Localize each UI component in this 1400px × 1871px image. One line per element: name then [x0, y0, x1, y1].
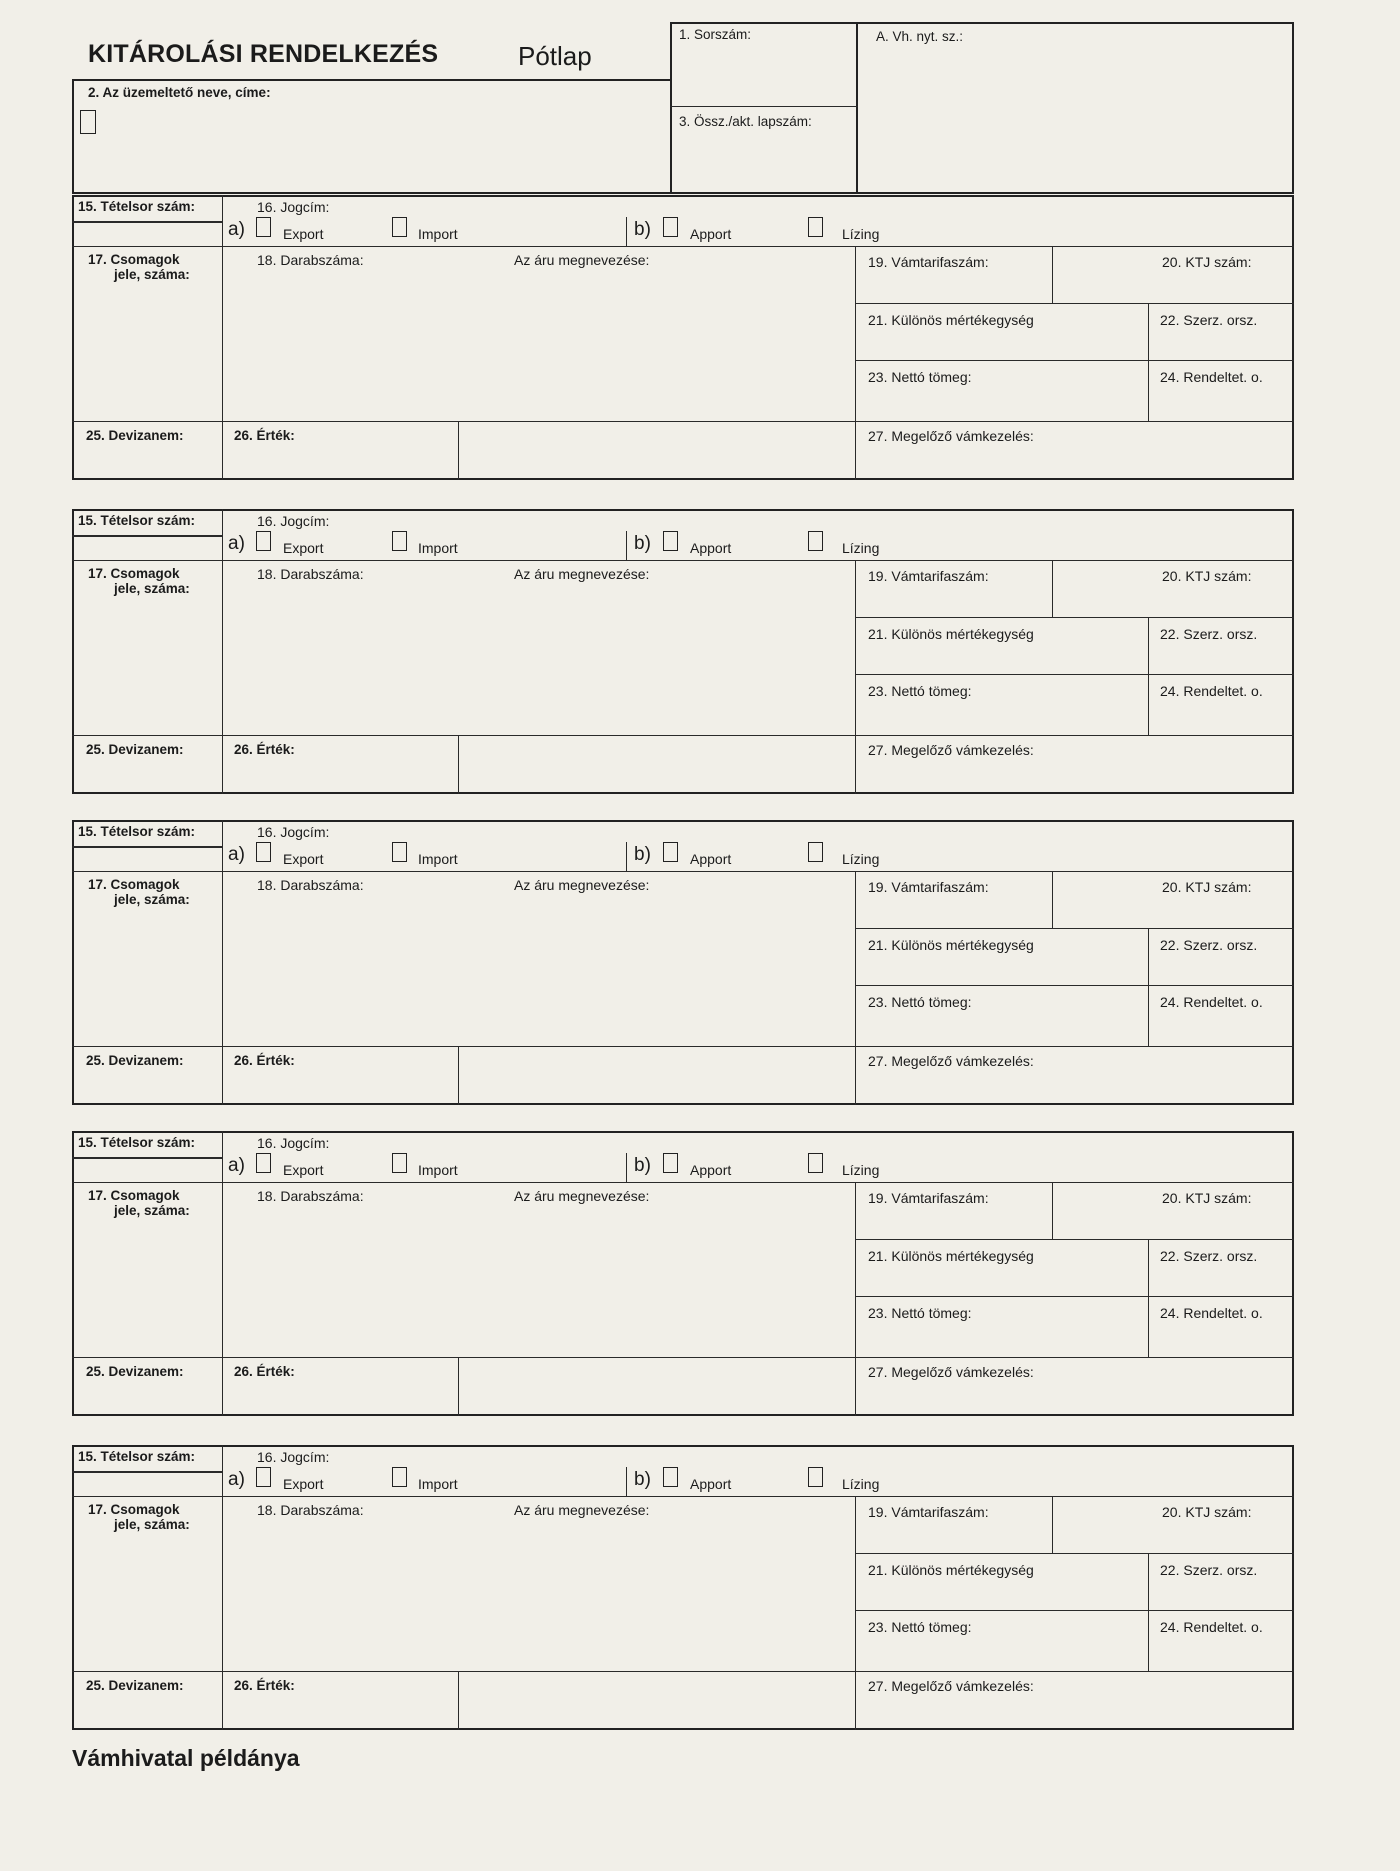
prior-customs-label: 27. Megelőző vámkezelés: — [868, 742, 1034, 758]
office-number-label: A. Vh. nyt. sz.: — [876, 29, 964, 44]
tariff-number-label: 19. Vámtarifaszám: — [868, 1504, 989, 1520]
import-label: Import — [418, 1162, 458, 1178]
item-number-label: 15. Tételsor szám: — [78, 1449, 196, 1464]
form-header — [0, 0, 1400, 200]
destination-label: 24. Rendeltet. o. — [1160, 683, 1263, 699]
packages-label-line1: 17. Csomagok — [88, 877, 180, 892]
ktj-number-label: 20. KTJ szám: — [1162, 1190, 1252, 1206]
import-checkbox[interactable] — [392, 842, 407, 862]
option-b-label: b) — [634, 219, 651, 240]
legal-basis-label: 16. Jogcím: — [257, 199, 330, 215]
export-label: Export — [283, 226, 324, 242]
origin-country-label: 22. Szerz. orsz. — [1160, 626, 1258, 642]
ktj-number-label: 20. KTJ szám: — [1162, 879, 1252, 895]
legal-basis-label: 16. Jogcím: — [257, 824, 330, 840]
prior-customs-label: 27. Megelőző vámkezelés: — [868, 1053, 1034, 1069]
import-label: Import — [418, 226, 458, 242]
packages-label-line1: 17. Csomagok — [88, 1502, 180, 1517]
prior-customs-label: 27. Megelőző vámkezelés: — [868, 1364, 1034, 1380]
item-number-label: 15. Tételsor szám: — [78, 513, 196, 528]
packages-label-line2: jele, száma: — [114, 581, 190, 596]
tariff-number-label: 19. Vámtarifaszám: — [868, 568, 989, 584]
prior-customs-label: 27. Megelőző vámkezelés: — [868, 1678, 1034, 1694]
quantity-label: 18. Darabszáma: — [257, 566, 364, 582]
value-label: 26. Érték: — [234, 1678, 295, 1693]
currency-label: 25. Devizanem: — [86, 742, 184, 757]
value-label: 26. Érték: — [234, 742, 295, 757]
apport-checkbox[interactable] — [663, 1467, 678, 1487]
page-count-label: 3. Össz./akt. lapszám: — [679, 114, 812, 129]
ktj-number-label: 20. KTJ szám: — [1162, 568, 1252, 584]
lizing-label: Lízing — [842, 1476, 880, 1492]
operator-checkbox[interactable] — [80, 110, 96, 134]
apport-label: Apport — [690, 1476, 732, 1492]
currency-label: 25. Devizanem: — [86, 1364, 184, 1379]
export-checkbox[interactable] — [256, 217, 271, 237]
option-a-label: a) — [228, 533, 245, 554]
tariff-number-label: 19. Vámtarifaszám: — [868, 879, 989, 895]
import-checkbox[interactable] — [392, 1467, 407, 1487]
form-subtitle: Pótlap — [518, 41, 592, 71]
export-checkbox[interactable] — [256, 531, 271, 551]
option-b-label: b) — [634, 533, 651, 554]
packages-label-line2: jele, száma: — [114, 267, 190, 282]
net-weight-label: 23. Nettó tömeg: — [868, 369, 972, 385]
destination-label: 24. Rendeltet. o. — [1160, 369, 1263, 385]
export-checkbox[interactable] — [256, 842, 271, 862]
net-weight-label: 23. Nettó tömeg: — [868, 1305, 972, 1321]
export-label: Export — [283, 1162, 324, 1178]
destination-label: 24. Rendeltet. o. — [1160, 1305, 1263, 1321]
export-label: Export — [283, 851, 324, 867]
option-a-label: a) — [228, 1469, 245, 1490]
lizing-checkbox[interactable] — [808, 1467, 823, 1487]
lizing-checkbox[interactable] — [808, 531, 823, 551]
quantity-label: 18. Darabszáma: — [257, 877, 364, 893]
lizing-label: Lízing — [842, 540, 880, 556]
item-number-label: 15. Tételsor szám: — [78, 199, 196, 214]
value-label: 26. Érték: — [234, 1053, 295, 1068]
quantity-label: 18. Darabszáma: — [257, 1502, 364, 1518]
export-checkbox[interactable] — [256, 1467, 271, 1487]
import-checkbox[interactable] — [392, 217, 407, 237]
legal-basis-label: 16. Jogcím: — [257, 513, 330, 529]
option-a-label: a) — [228, 1155, 245, 1176]
serial-number-label: 1. Sorszám: — [679, 27, 752, 42]
apport-checkbox[interactable] — [663, 217, 678, 237]
origin-country-label: 22. Szerz. orsz. — [1160, 937, 1258, 953]
serial-box — [670, 22, 858, 194]
ktj-number-label: 20. KTJ szám: — [1162, 1504, 1252, 1520]
option-b-label: b) — [634, 1469, 651, 1490]
export-checkbox[interactable] — [256, 1153, 271, 1173]
quantity-label: 18. Darabszáma: — [257, 252, 364, 268]
import-label: Import — [418, 1476, 458, 1492]
net-weight-label: 23. Nettó tömeg: — [868, 994, 972, 1010]
lizing-label: Lízing — [842, 851, 880, 867]
prior-customs-label: 27. Megelőző vámkezelés: — [868, 428, 1034, 444]
packages-label-line2: jele, száma: — [114, 1517, 190, 1532]
goods-description-label: Az áru megnevezése: — [514, 1188, 650, 1204]
packages-label-line2: jele, száma: — [114, 1203, 190, 1218]
special-unit-label: 21. Különös mértékegység — [868, 1248, 1034, 1264]
customs-office-copy-label: Vámhivatal példánya — [72, 1745, 300, 1771]
legal-basis-label: 16. Jogcím: — [257, 1449, 330, 1465]
import-label: Import — [418, 851, 458, 867]
item-block-5 — [0, 1443, 1400, 1733]
item-number-label: 15. Tételsor szám: — [78, 824, 196, 839]
apport-checkbox[interactable] — [663, 531, 678, 551]
item-number-label: 15. Tételsor szám: — [78, 1135, 196, 1150]
option-b-label: b) — [634, 1155, 651, 1176]
apport-label: Apport — [690, 1162, 732, 1178]
tariff-number-label: 19. Vámtarifaszám: — [868, 254, 989, 270]
office-number-box — [856, 22, 1294, 194]
item-block-1 — [0, 193, 1400, 483]
goods-description-label: Az áru megnevezése: — [514, 877, 650, 893]
packages-label-line2: jele, száma: — [114, 892, 190, 907]
lizing-label: Lízing — [842, 226, 880, 242]
special-unit-label: 21. Különös mértékegység — [868, 1562, 1034, 1578]
apport-checkbox[interactable] — [663, 842, 678, 862]
lizing-label: Lízing — [842, 1162, 880, 1178]
operator-label: 2. Az üzemeltető neve, címe: — [88, 85, 271, 100]
item-block-3 — [0, 818, 1400, 1108]
lizing-checkbox[interactable] — [808, 842, 823, 862]
export-label: Export — [283, 1476, 324, 1492]
packages-label-line1: 17. Csomagok — [88, 1188, 180, 1203]
goods-description-label: Az áru megnevezése: — [514, 252, 650, 268]
option-b-label: b) — [634, 844, 651, 865]
packages-label-line1: 17. Csomagok — [88, 252, 180, 267]
form-title: KITÁROLÁSI RENDELKEZÉS — [88, 40, 439, 68]
apport-checkbox[interactable] — [663, 1153, 678, 1173]
import-checkbox[interactable] — [392, 531, 407, 551]
import-label: Import — [418, 540, 458, 556]
special-unit-label: 21. Különös mértékegység — [868, 312, 1034, 328]
special-unit-label: 21. Különös mértékegység — [868, 937, 1034, 953]
special-unit-label: 21. Különös mértékegység — [868, 626, 1034, 642]
option-a-label: a) — [228, 219, 245, 240]
lizing-checkbox[interactable] — [808, 1153, 823, 1173]
goods-description-label: Az áru megnevezése: — [514, 566, 650, 582]
currency-label: 25. Devizanem: — [86, 1678, 184, 1693]
goods-description-label: Az áru megnevezése: — [514, 1502, 650, 1518]
origin-country-label: 22. Szerz. orsz. — [1160, 1248, 1258, 1264]
value-label: 26. Érték: — [234, 428, 295, 443]
quantity-label: 18. Darabszáma: — [257, 1188, 364, 1204]
ktj-number-label: 20. KTJ szám: — [1162, 254, 1252, 270]
item-block-2 — [0, 507, 1400, 797]
lizing-checkbox[interactable] — [808, 217, 823, 237]
currency-label: 25. Devizanem: — [86, 1053, 184, 1068]
net-weight-label: 23. Nettó tömeg: — [868, 1619, 972, 1635]
origin-country-label: 22. Szerz. orsz. — [1160, 1562, 1258, 1578]
destination-label: 24. Rendeltet. o. — [1160, 1619, 1263, 1635]
currency-label: 25. Devizanem: — [86, 428, 184, 443]
item-block-4 — [0, 1129, 1400, 1419]
apport-label: Apport — [690, 851, 732, 867]
destination-label: 24. Rendeltet. o. — [1160, 994, 1263, 1010]
import-checkbox[interactable] — [392, 1153, 407, 1173]
option-a-label: a) — [228, 844, 245, 865]
value-label: 26. Érték: — [234, 1364, 295, 1379]
packages-label-line1: 17. Csomagok — [88, 566, 180, 581]
apport-label: Apport — [690, 540, 732, 556]
tariff-number-label: 19. Vámtarifaszám: — [868, 1190, 989, 1206]
apport-label: Apport — [690, 226, 732, 242]
legal-basis-label: 16. Jogcím: — [257, 1135, 330, 1151]
net-weight-label: 23. Nettó tömeg: — [868, 683, 972, 699]
export-label: Export — [283, 540, 324, 556]
origin-country-label: 22. Szerz. orsz. — [1160, 312, 1258, 328]
